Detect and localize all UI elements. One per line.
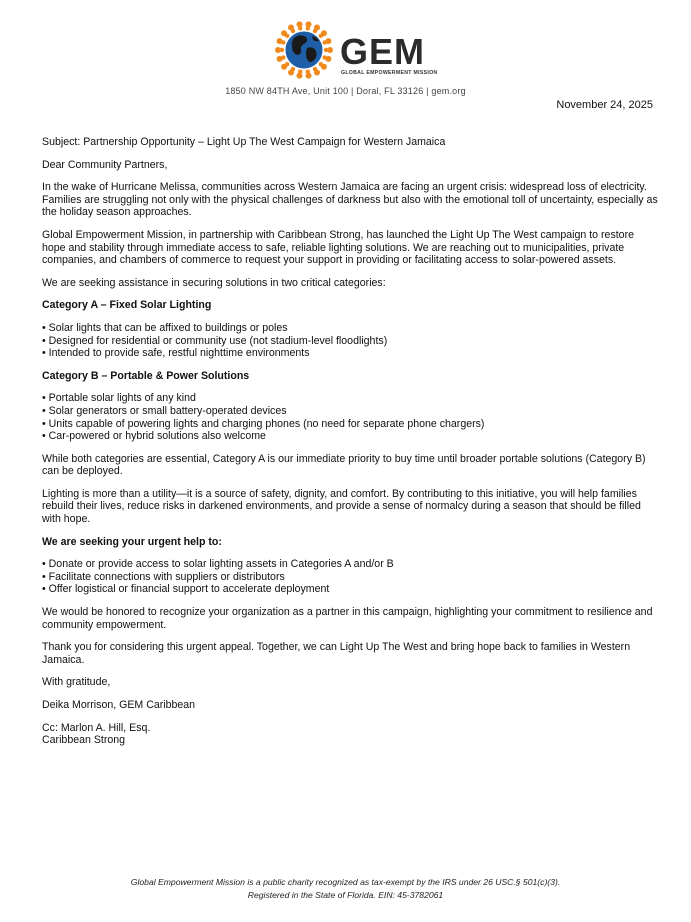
logo-wordmark: GEM xyxy=(340,31,426,72)
cc-line: Cc: Marlon A. Hill, Esq. xyxy=(42,721,151,734)
footer xyxy=(0,876,691,902)
paragraph-lighting: Lighting is more than a utility—it is a source of safety, dignity, and comfort. By contributing to this initiative, you will help families rebuild their lives, reduce risks in darkened environments, and provide a sense of normalcy during a season that should be filled with hope. xyxy=(42,487,641,526)
category-a-heading: Category A – Fixed Solar Lighting xyxy=(42,299,212,312)
list-item: • Car-powered or hybrid solutions also welcome xyxy=(42,430,658,443)
cc-organization: Caribbean Strong xyxy=(42,734,126,747)
paragraph-recognition: We would be honored to recognize your organization as a partner in this campaign, highlighting your commitment to resilience and community empowerment. xyxy=(42,606,653,631)
list-item: • Offer logistical or financial support to accelerate deployment xyxy=(42,583,658,596)
paragraph-thanks: Thank you for considering this urgent appeal. Together, we can Light Up The West and bring hope back to families in Western Jamaica. xyxy=(42,641,631,666)
list-item: • Designed for residential or community use (not stadium-level floodlights) xyxy=(42,335,658,348)
paragraph-categories-intro: We are seeking assistance in securing solutions in two critical categories: xyxy=(42,276,386,289)
list-item: • Intended to provide safe, restful nighttime environments xyxy=(42,347,658,360)
logo-subtitle: GLOBAL EMPOWERMENT MISSION xyxy=(341,70,438,76)
footer-registration: Registered in the State of Florida. EIN: 45-3782061 xyxy=(247,890,444,900)
list-item: • Facilitate connections with suppliers or distributors xyxy=(42,571,658,584)
signature: Deika Morrison, GEM Caribbean xyxy=(42,699,196,711)
letterhead xyxy=(0,14,691,94)
letter-date: November 24, 2025 xyxy=(556,99,653,111)
paragraph-priority: While both categories are essential, Category A is our immediate priority to buy time until broader portable solutions (Category B) can be deployed. xyxy=(42,452,646,478)
list-item: • Solar lights that can be affixed to buildings or poles xyxy=(42,322,658,335)
list-item: • Units capable of powering lights and charging phones (no need for separate phone chargers) xyxy=(42,418,658,431)
category-b-heading: Category B – Portable & Power Solutions xyxy=(42,369,250,382)
salutation: Dear Community Partners, xyxy=(42,158,168,171)
closing: With gratitude, xyxy=(42,676,111,689)
paragraph-campaign: Global Empowerment Mission, in partnership with Caribbean Strong, has launched the Light Up The West campaign to restore hope and stability through immediate access to safe, reliable lighting solutions. We are reaching out to municipalities, private companies, and chambers of commerce to request your support in providing or facilitating access to solar-powered assets. xyxy=(42,228,634,267)
help-list xyxy=(42,558,658,596)
subject-line: Subject: Partnership Opportunity – Light Up The West Campaign for Western Jamaica xyxy=(42,136,446,148)
letter-body xyxy=(42,136,658,747)
paragraph-crisis: In the wake of Hurricane Melissa, communities across Western Jamaica are facing an urgent crisis: widespread loss of electricity. Families are struggling not only with the physical challenges of darkness but also with the emotional toll of uncertainty, especially as the holiday season approaches. xyxy=(42,181,658,219)
list-item: • Solar generators or small battery-operated devices xyxy=(42,405,658,418)
organization-address: 1850 NW 84TH Ave, Unit 100 | Doral, FL 33126 | gem.org xyxy=(225,86,466,96)
list-item: • Portable solar lights of any kind xyxy=(42,392,658,405)
list-item: • Donate or provide access to solar lighting assets in Categories A and/or B xyxy=(42,558,658,571)
footer-tax-status: Global Empowerment Mission is a public charity recognized as tax-exempt by the IRS under 26 USC.§ 501(c)(3). xyxy=(130,877,561,887)
help-heading: We are seeking your urgent help to: xyxy=(42,535,222,548)
category-b-list xyxy=(42,392,658,442)
globe-logo-icon xyxy=(272,18,336,82)
category-a-list xyxy=(42,322,658,360)
